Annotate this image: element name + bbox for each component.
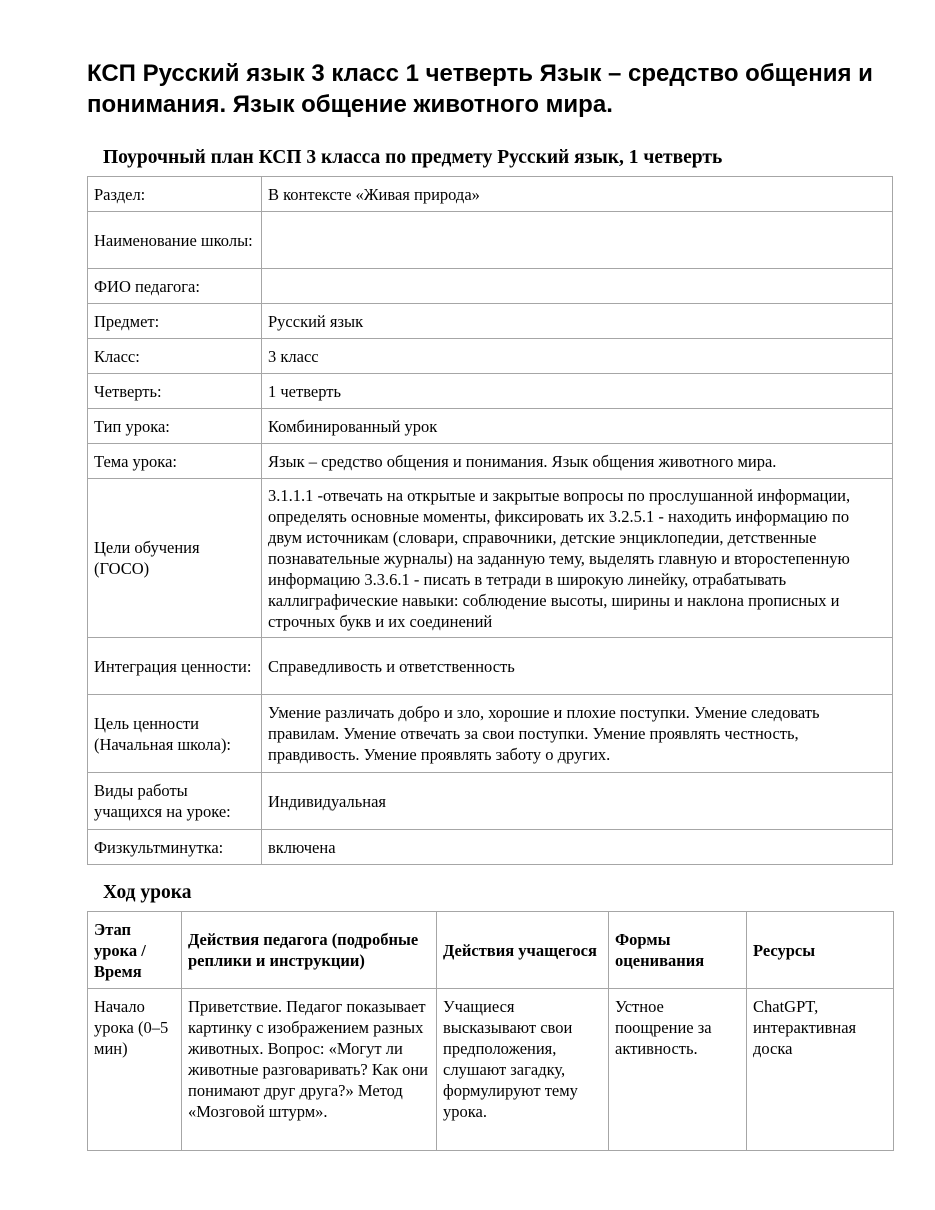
info-row-subject [88,304,893,339]
document-title: КСП Русский язык 3 класс 1 четверть Язык – средство общения и понимания. Язык общение животного мира. [87,60,873,118]
info-label: ФИО педагога: [88,269,262,304]
info-value: Русский язык [262,304,893,339]
info-value: 3.1.1.1 -отвечать на открытые и закрытые вопросы по прослушанной информации, определять основные моменты, фиксировать их 3.2.5.1 - находить информацию по двум источникам (словари, справочники, детские энциклопедии, детственные познавательные журналы) на заданную тему, выделять главную и второстепенную информацию 3.3.6.1 - писать в тетради в широкую линейку, отрабатывать каллиграфические навыки: соблюдение высоты, ширины и наклона прописных и строчных букв и их соединений [262,479,893,638]
info-value: включена [262,830,893,865]
document-page [87,58,893,1151]
info-label: Тема урока: [88,444,262,479]
info-row-value-goal [88,695,893,773]
info-label: Цели обучения (ГОСО) [88,479,262,638]
info-label: Тип урока: [88,409,262,444]
info-value: Справедливость и ответственность [262,638,893,695]
info-label: Интеграция ценности: [88,638,262,695]
table-row [88,989,894,1151]
info-row-lesson-type [88,409,893,444]
info-label: Раздел: [88,177,262,212]
info-label: Класс: [88,339,262,374]
header-resources: Ресурсы [747,912,894,989]
info-row-exercise [88,830,893,865]
header-assessment: Формы оценивания [609,912,747,989]
lesson-header-row [88,912,894,989]
cell-student-actions: Учащиеся высказывают свои предположения, слушают загадку, формулируют тему урока. [437,989,609,1151]
info-value: Комбинированный урок [262,409,893,444]
info-label: Наименование школы: [88,212,262,269]
info-label: Виды работы учащихся на уроке: [88,773,262,830]
cell-resources: ChatGPT, интерактивная доска [747,989,894,1151]
info-row-goals [88,479,893,638]
cell-stage: Начало урока (0–5 мин) [88,989,182,1151]
header-student-actions: Действия учащегося [437,912,609,989]
info-value: Язык – средство общения и понимания. Язык общения животного мира. [262,444,893,479]
info-row-class [88,339,893,374]
info-row-work-types [88,773,893,830]
info-row-values [88,638,893,695]
info-label: Предмет: [88,304,262,339]
info-value [262,269,893,304]
info-value: 3 класс [262,339,893,374]
info-value: 1 четверть [262,374,893,409]
info-value: В контексте «Живая природа» [262,177,893,212]
cell-teacher-actions: Приветствие. Педагог показывает картинку с изображением разных животных. Вопрос: «Могут ли животные разговаривать? Как они понимают друг друга?» Метод «Мозговой штурм». [182,989,437,1151]
header-teacher-actions: Действия педагога (подробные реплики и инструкции) [182,912,437,989]
info-row-section [88,177,893,212]
lesson-info-table [87,176,893,865]
lesson-course-table [87,911,894,1151]
info-value: Умение различать добро и зло, хорошие и плохие поступки. Умение следовать правилам. Умение отвечать за свои поступки. Умение проявлять честность, правдивость. Умение проявлять заботу о других. [262,695,893,773]
info-row-school [88,212,893,269]
info-row-quarter [88,374,893,409]
info-row-topic [88,444,893,479]
header-stage: Этап урока / Время [88,912,182,989]
plan-heading: Поурочный план КСП 3 класса по предмету Русский язык, 1 четверть [103,147,723,168]
info-label: Четверть: [88,374,262,409]
cell-assessment: Устное поощрение за активность. [609,989,747,1151]
info-label: Цель ценности (Начальная школа): [88,695,262,773]
info-row-teacher [88,269,893,304]
info-value [262,212,893,269]
info-value: Индивидуальная [262,773,893,830]
info-label: Физкультминутка: [88,830,262,865]
course-heading: Ход урока [103,882,192,903]
